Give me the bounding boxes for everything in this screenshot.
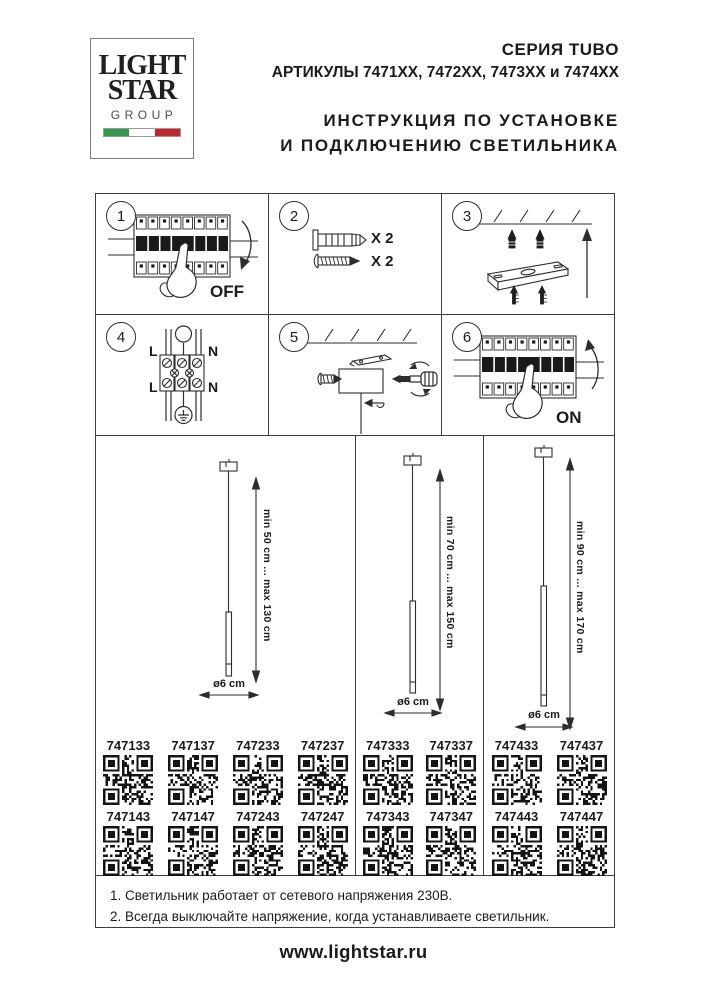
italian-flag-bar [103, 128, 181, 137]
article-item [96, 809, 161, 876]
lamp-variant-short [96, 436, 356, 875]
article-item [96, 738, 161, 805]
article-grid-3 [484, 738, 614, 876]
article-number: 747243 [236, 809, 280, 824]
length-range-label: min 90 cm ... max 170 cm [574, 521, 586, 654]
neutral-label-bottom: N [208, 379, 219, 395]
step-panel-6 [442, 315, 614, 435]
article-number: 747447 [559, 809, 604, 824]
note-2: 2. Всегда выключайте напряжение, когда устанавливаете светильник. [110, 909, 550, 924]
step-number-5: 5 [279, 322, 309, 352]
article-item [549, 738, 614, 805]
article-item [226, 809, 291, 876]
qr-code [168, 755, 218, 805]
step-panel-1 [96, 194, 269, 314]
step-number-1: 1 [106, 201, 136, 231]
article-number: 747343 [366, 809, 410, 824]
article-number: 747333 [366, 738, 410, 753]
qr-code [233, 826, 283, 876]
article-item [226, 738, 291, 805]
article-grid-2 [356, 738, 483, 876]
lightstar-logo [90, 38, 194, 159]
qr-code [426, 755, 476, 805]
article-row [484, 809, 614, 876]
line-label-top: L [149, 343, 158, 359]
qr-code [298, 755, 348, 805]
lamp-variant-medium [356, 436, 484, 875]
qr-code [103, 755, 153, 805]
steps-row-1 [96, 194, 614, 315]
lamp-variant-long [484, 436, 614, 875]
qr-code [103, 826, 153, 876]
screw-qty-label: X 2 [371, 253, 394, 270]
title-line-2: И ПОДКЛЮЧЕНИЮ СВЕТИЛЬНИКА [280, 136, 619, 155]
article-row [96, 738, 355, 805]
step-panel-5 [269, 315, 442, 435]
instruction-table [95, 193, 615, 928]
article-item [161, 738, 226, 805]
dowel-qty-label: X 2 [371, 230, 394, 247]
pendant-lamp-diagram-long [484, 436, 616, 736]
step-panel-3 [442, 194, 614, 314]
qr-code [363, 755, 413, 805]
step-panel-4 [96, 315, 269, 435]
qr-code [492, 755, 542, 805]
article-number: 747443 [494, 809, 539, 824]
article-item [420, 809, 484, 876]
article-item [484, 809, 549, 876]
article-item [549, 809, 614, 876]
qr-code [557, 755, 607, 805]
diameter-label: ø6 cm [528, 709, 560, 721]
article-item [484, 738, 549, 805]
qr-code [557, 826, 607, 876]
pendant-lamp-diagram-short [96, 436, 356, 736]
flag-green [104, 129, 129, 136]
article-number: 747137 [171, 738, 215, 753]
article-item [420, 738, 484, 805]
article-grid-1 [96, 738, 355, 876]
steps-row-2 [96, 315, 614, 436]
article-item [290, 738, 355, 805]
page-title [272, 108, 619, 158]
qr-code [168, 826, 218, 876]
header [272, 40, 619, 158]
article-item [356, 809, 420, 876]
note-1: 1. Светильник работает от сетевого напряжения 230В. [110, 888, 453, 903]
article-number: 747133 [106, 738, 151, 753]
length-range-label: min 70 cm ... max 150 cm [444, 516, 456, 649]
step-number-2: 2 [279, 201, 309, 231]
length-range-label: min 50 cm ... max 130 cm [261, 509, 273, 642]
article-item [290, 809, 355, 876]
article-item [356, 738, 420, 805]
articles-line: АРТИКУЛЫ 7471XX, 7472XX, 7473XX и 7474XX [271, 64, 619, 81]
article-number: 747433 [494, 738, 539, 753]
qr-code [363, 826, 413, 876]
article-number: 747233 [236, 738, 280, 753]
logo-star: STAR [107, 75, 177, 106]
article-row [356, 738, 483, 805]
flag-red [155, 129, 180, 136]
neutral-label-top: N [208, 343, 219, 359]
article-row [96, 809, 355, 876]
diameter-label: ø6 cm [397, 696, 429, 708]
logo-group: GROUP [110, 108, 178, 122]
flag-white [129, 129, 154, 136]
on-label: ON [556, 408, 582, 427]
article-number: 747237 [300, 738, 345, 753]
line-label-bottom: L [149, 379, 158, 395]
article-number: 747247 [300, 809, 345, 824]
off-label: OFF [210, 282, 244, 301]
qr-code [492, 826, 542, 876]
article-row [484, 738, 614, 805]
step-number-4: 4 [106, 322, 136, 352]
logo-light: LIGHT [98, 50, 186, 81]
article-row [356, 809, 483, 876]
title-line-1: ИНСТРУКЦИЯ ПО УСТАНОВКЕ [323, 111, 619, 130]
article-number: 747143 [106, 809, 151, 824]
qr-code [298, 826, 348, 876]
series-title: СЕРИЯ TUBO [501, 40, 619, 59]
article-number: 747437 [559, 738, 604, 753]
article-item [161, 809, 226, 876]
notes [96, 876, 614, 927]
step-panel-2 [269, 194, 442, 314]
pendant-lamp-diagram-medium [356, 436, 484, 736]
diameter-label: ø6 cm [213, 678, 245, 690]
qr-code [233, 755, 283, 805]
article-number: 747337 [429, 738, 473, 753]
lamp-variants-row [96, 436, 614, 876]
qr-code [426, 826, 476, 876]
step-number-6: 6 [452, 322, 482, 352]
step-number-3: 3 [452, 201, 482, 231]
article-number: 747347 [429, 809, 473, 824]
website-url: www.lightstar.ru [279, 941, 428, 962]
article-number: 747147 [171, 809, 215, 824]
